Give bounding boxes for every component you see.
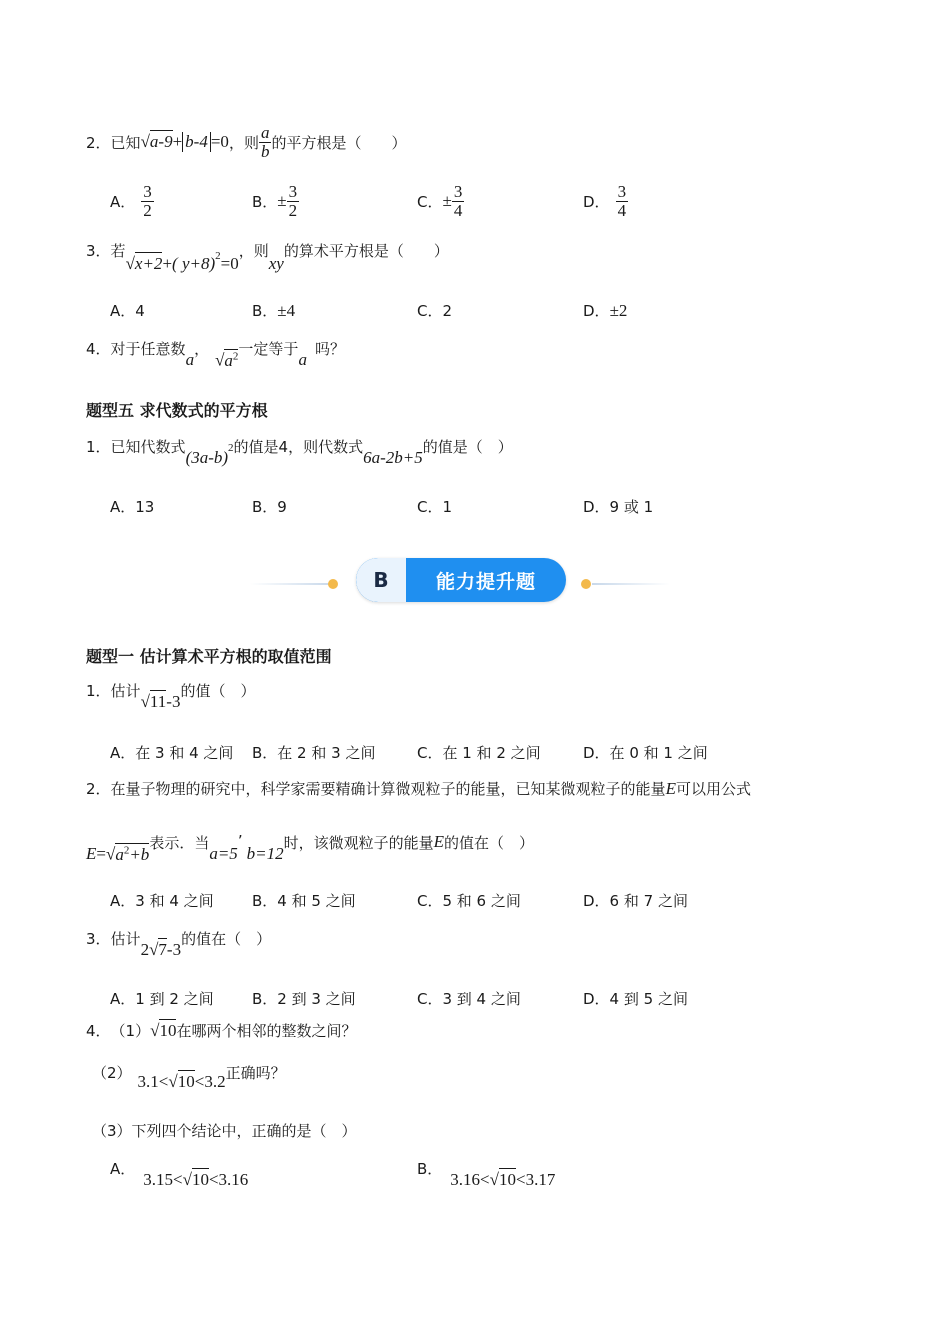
q2-fraction: $\frac{a}{b}$ [260,122,270,161]
b1-stem: 1． 估计 √11 -3 的值（ ） [86,682,256,711]
s5q1-option-b[interactable]: B．9 [252,498,287,516]
banner-dot-right [581,579,591,589]
b3-stem: 3． 估计 2 √7 -3 的值在（ ） [86,930,272,959]
b3-option-b[interactable]: B．2 到 3 之间 [252,990,356,1008]
section-title-5: 题型五 求代数式的平方根 [86,401,268,420]
q3-option-c[interactable]: C．2 [417,302,453,320]
b3-option-d[interactable]: D．4 到 5 之间 [583,990,688,1008]
s5q1-option-a[interactable]: A．13 [110,498,155,516]
b2-line1: 2．在量子物理的研究中，科学家需要精确计算微观粒子的能量，已知某微观粒子的能量 E 可以用公式 [86,778,751,798]
banner-letter: B [373,568,389,592]
banner-line-right [592,583,670,585]
banner-letter-pill [356,558,406,602]
banner [356,558,566,602]
section-title-1: 题型一 估计算术平方根的取值范围 [86,647,332,666]
b2-line2: E = $√a^2+b$ 表示．当 a=5 ’ b=12 时，该微观粒子的能量 E 的值在（ ） [86,832,534,864]
q2-number: 2． [86,133,111,152]
b4-part1: 4． （1） √10 在哪两个相邻的整数之间？ [86,1020,357,1040]
q3-option-d[interactable]: D．±2 [583,301,628,320]
b4-option-a[interactable]: A． 3.15< √10 <3.16 [110,1160,249,1189]
q3-stem: 3． 若 √x+2 + ( y+8) 2 =0 ，则 xy 的算术平方根是（ ） [86,242,449,273]
b1-option-c[interactable]: C．在 1 和 2 之间 [417,744,541,762]
b1-option-d[interactable]: D．在 0 和 1 之间 [583,744,708,762]
b4-option-b[interactable]: B． 3.16< √10 <3.17 [417,1160,556,1189]
q2-stem: 2． 已知 √a-9 + b-4 =0 ，则 $\frac{a}{b}$ 的平方根是（ ） [86,122,407,161]
q2-abs: b-4 [182,132,211,152]
banner-text: 能力提升题 [435,570,536,593]
banner-line-left [250,583,332,585]
s5q1-option-c[interactable]: C．1 [417,498,453,516]
q2-option-d[interactable]: D． $\frac{3}{4}$ [583,181,627,220]
b2-option-a[interactable]: A．3 和 4 之间 [110,892,214,910]
s5q1-option-d[interactable]: D．9 或 1 [583,498,654,516]
q2-option-b[interactable]: B． ± $\frac{3}{2}$ [252,181,298,220]
q2-option-a[interactable]: A． $\frac{3}{2}$ [110,181,152,220]
s5q1-stem: 1． 已知代数式 (3a-b) 2 的值是4，则代数式 6a-2b+5 的值是（ ） [86,438,513,467]
b4-part3: （3）下列四个结论中，正确的是（ ） [92,1122,357,1140]
q3-radical: √x+2 [125,254,163,273]
banner-dot-left [328,579,338,589]
b1-option-b[interactable]: B．在 2 和 3 之间 [252,744,376,762]
q3-option-a[interactable]: A．4 [110,302,145,320]
b3-option-a[interactable]: A．1 到 2 之间 [110,990,214,1008]
b4-part2: （2） 3.1< √10 <3.2 正确吗？ [92,1064,286,1091]
q2-radical: √a-9 [140,132,173,151]
b2-option-c[interactable]: C．5 和 6 之间 [417,892,521,910]
q2-pre: 已知 [110,133,141,152]
b1-option-a[interactable]: A．在 3 和 4 之间 [110,744,234,762]
q4-stem: 4． 对于任意数 a ， $√a^2$ 一定等于 a 吗？ [86,340,345,370]
b3-option-c[interactable]: C．3 到 4 之间 [417,990,521,1008]
b2-option-d[interactable]: D．6 和 7 之间 [583,892,688,910]
q2-option-c[interactable]: C． ± $\frac{3}{4}$ [417,181,463,220]
q3-option-b[interactable]: B．±4 [252,301,296,320]
b2-option-b[interactable]: B．4 和 5 之间 [252,892,356,910]
